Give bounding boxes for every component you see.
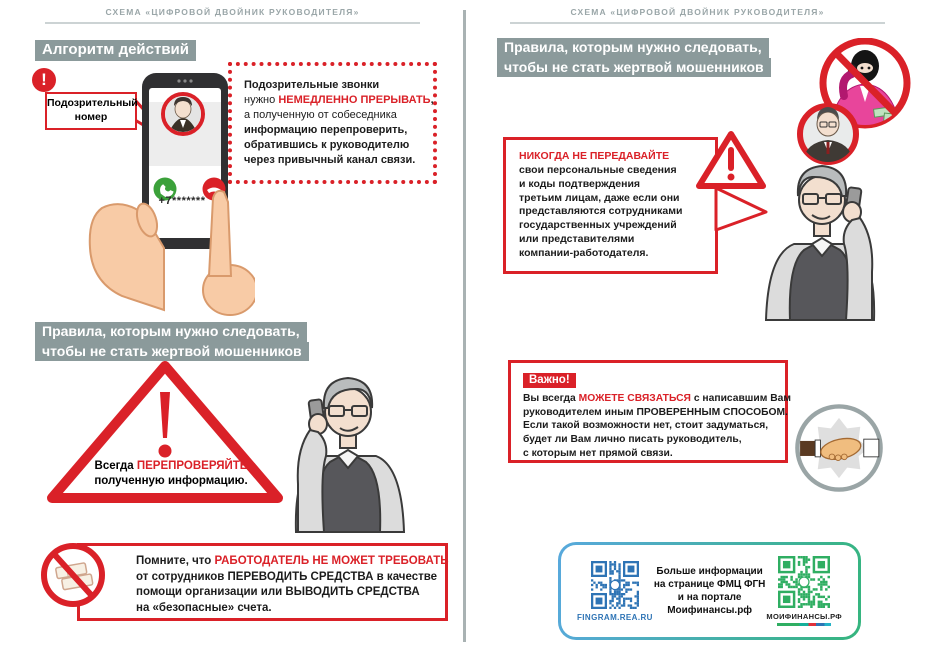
more-info-text: Больше информации на странице ФМЦ ФГН и на портале Моифинансы.рф [653, 566, 766, 616]
fingram-qr-code [591, 561, 639, 609]
speech-tail [714, 186, 770, 234]
section-title-rules-left: Правила, которым нужно следовать, чтобы не стать жертвой мошенников [35, 322, 309, 361]
header-rule-right [510, 22, 885, 24]
recheck-note: Всегда ПЕРЕПРОВЕРЯЙТЕ полученную информацию. [94, 460, 248, 487]
page-divider [463, 10, 466, 642]
exclamation-badge-icon: ! [32, 68, 56, 92]
suspicious-number-label: Подозрительный номер [45, 92, 137, 130]
moifinansy-brand-stripe [777, 623, 831, 626]
moifinansy-label: МОИФИНАНСЫ.РФ [766, 612, 842, 621]
handshake-icon [793, 402, 885, 494]
holding-hand [90, 201, 164, 310]
moifinansy-qr-code [778, 556, 830, 608]
page-title-left: СХЕМА «ЦИФРОВОЙ ДВОЙНИК РУКОВОДИТЕЛЯ» [105, 7, 360, 17]
section-title-algorithm: Алгоритм действий [35, 40, 196, 61]
caller-number: +7******* [158, 195, 206, 207]
man-on-phone-illustration-left [268, 362, 428, 534]
moifinansy-qr-block [766, 556, 842, 626]
more-info-panel [558, 542, 861, 640]
section-title-rules-right: Правила, которым нужно следовать, чтобы не стать жертвой мошенников [497, 38, 771, 77]
important-tag: Важно! [523, 373, 576, 388]
no-money-transfer-icon [38, 540, 108, 610]
employer-warning-box: Помните, что РАБОТОДАТЕЛЬ НЕ МОЖЕТ ТРЕБОВАТЬ от сотрудников ПЕРЕВОДИТЬ СРЕДСТВА в качестве помощи организации или ВЫВОДИТЬ СРЕДСТВА на «безопасные» счета. [77, 543, 448, 621]
never-share-box: НИКОГДА НЕ ПЕРЕДАВАЙТЕ свои персональные сведения и коды подтверждения третьим лицам, даже если они представляются сотрудниками государственных учреждений или представителями компании-работодателя. [503, 137, 718, 274]
important-box: Важно! Вы всегда МОЖЕТЕ СВЯЗАТЬСЯ с написавшим Вам руководителем иным ПРОВЕРЕННЫМ СПОСОБОМ. Если такой возможности нет, стоит задуматься, будет ли Вам лично писать руководитель, с которым нет прямой связи. [508, 360, 788, 463]
call-instruction-callout: Подозрительные звонки нужно НЕМЕДЛЕННО ПРЕРЫВАТЬ, а полученную от собеседника информацию перепроверить, обратившись к руководителю через привычный канал связи. [228, 62, 437, 184]
header-rule-left [45, 22, 420, 24]
page-title-right: СХЕМА «ЦИФРОВОЙ ДВОЙНИК РУКОВОДИТЕЛЯ» [570, 7, 825, 17]
fingram-qr-block [577, 561, 653, 622]
caller-avatar-icon [163, 94, 203, 134]
fingram-label: FINGRAM.REA.RU [577, 612, 653, 622]
